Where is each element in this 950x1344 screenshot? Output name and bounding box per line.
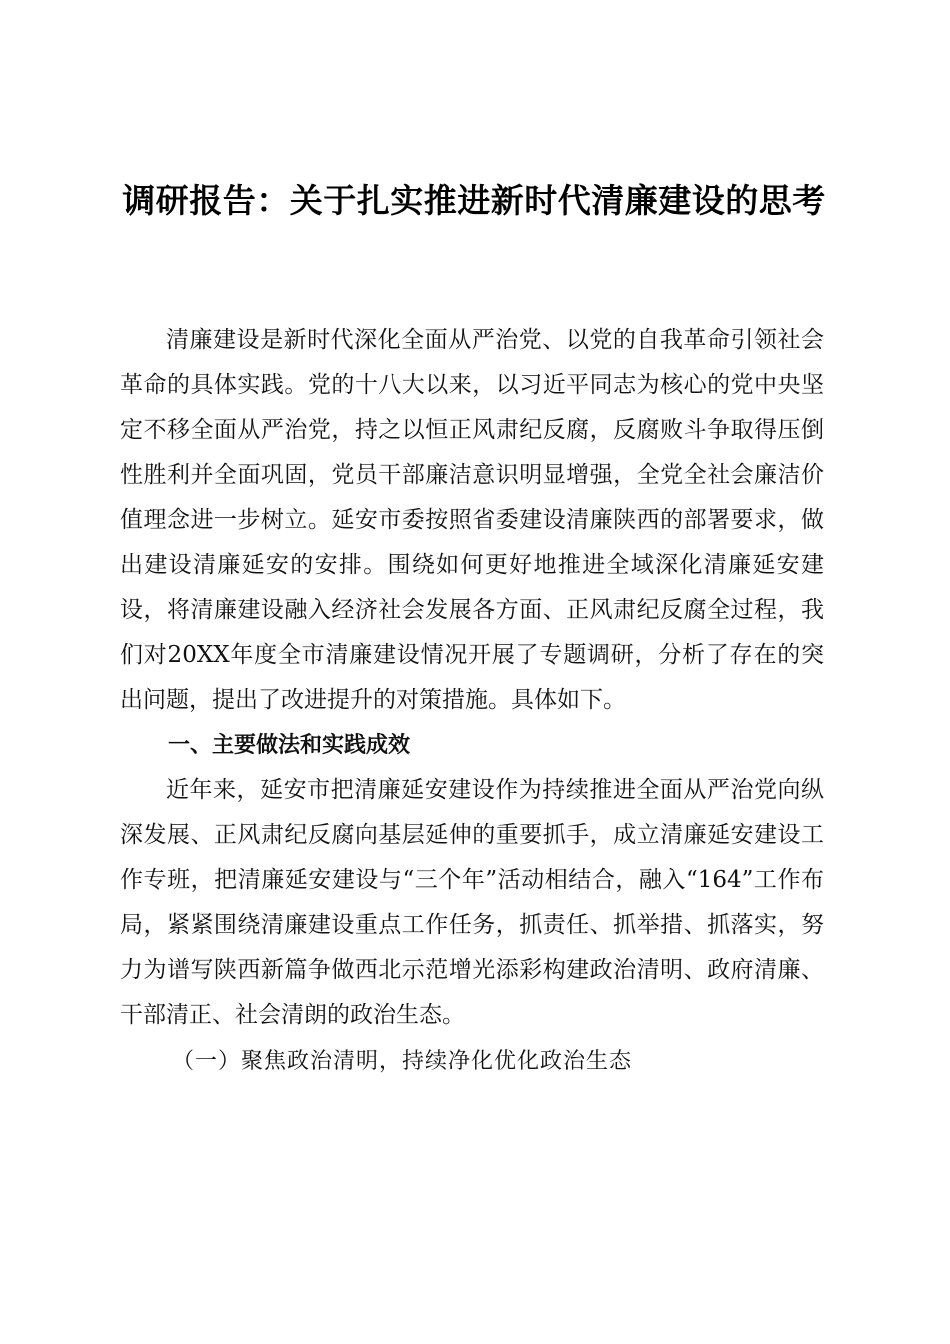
document-body — [120, 318, 824, 1086]
section-paragraph: 近年来，延安市把清廉延安建设作为持续推进全面从严治党向纵深发展、正风肃纪反腐向基层延伸的重要抓手，成立清廉延安建设工作专班，把清廉延安建设与“三个年”活动相结合，融入“164”工作布局，紧紧围绕清廉建设重点工作任务，抓责任、抓举措、抓落实，努力为谱写陕西新篇争做西北示范增光添彩构建政治清明、政府清廉、干部清正、社会清朗的政治生态。 — [120, 777, 824, 1028]
document-title: 调研报告：关于扎实推进新时代清廉建设的思考 — [122, 181, 826, 220]
section-heading: 一、主要做法和实践成效 — [168, 733, 411, 758]
intro-paragraph: 清廉建设是新时代深化全面从严治党、以党的自我革命引领社会革命的具体实践。党的十八大以来，以习近平同志为核心的党中央坚定不移全面从严治党，持之以恒正风肃纪反腐，反腐败斗争取得压倒性胜利并全面巩固，党员干部廉洁意识明显增强，全党全社会廉洁价值理念进一步树立。延安市委按照省委建设清廉陕西的部署要求，做出建设清廉延安的安排。围绕如何更好地推进全域深化清廉延安建设，将清廉建设融入经济社会发展各方面、正风肃纪反腐全过程，我们对20XX年度全市清廉建设情况开展了专题调研，分析了存在的突出问题，提出了改进提升的对策措施。具体如下。 — [120, 327, 824, 713]
subsection-heading: （一）聚焦政治清明，持续净化优化政治生态 — [172, 1049, 633, 1074]
